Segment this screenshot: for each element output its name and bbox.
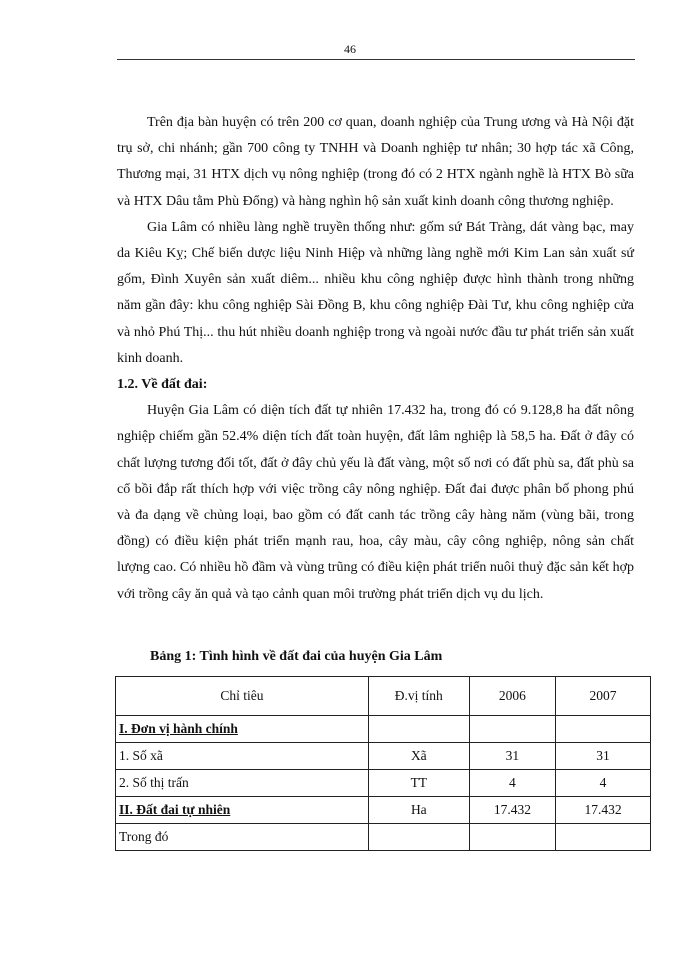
table-header-row xyxy=(116,677,651,716)
header-2007: 2007 xyxy=(556,677,651,716)
row-unit: Xã xyxy=(368,743,469,770)
row-2007 xyxy=(556,716,651,743)
page-number: 46 xyxy=(344,42,356,56)
row-unit: TT xyxy=(368,770,469,797)
header-unit: Đ.vị tính xyxy=(368,677,469,716)
row-2006 xyxy=(469,824,555,851)
table-row xyxy=(116,797,651,824)
table-row xyxy=(116,716,651,743)
row-unit xyxy=(368,824,469,851)
row-label: I. Đơn vị hành chính xyxy=(116,716,369,743)
row-label: 1. Số xã xyxy=(116,743,369,770)
row-2007 xyxy=(556,824,651,851)
row-2006: 31 xyxy=(469,743,555,770)
row-unit: Ha xyxy=(368,797,469,824)
land-table xyxy=(115,676,651,851)
table-row xyxy=(116,824,651,851)
row-2007: 31 xyxy=(556,743,651,770)
row-2007: 17.432 xyxy=(556,797,651,824)
row-label: II. Đất đai tự nhiên xyxy=(116,797,369,824)
header-indicator: Chỉ tiêu xyxy=(116,677,369,716)
section-heading-land: 1.2. Về đất đai: xyxy=(117,377,208,393)
row-2006 xyxy=(469,716,555,743)
row-2007: 4 xyxy=(556,770,651,797)
body-text xyxy=(117,110,634,608)
table-row xyxy=(116,743,651,770)
row-label: 2. Số thị trấn xyxy=(116,770,369,797)
header-rule xyxy=(117,59,635,60)
table-caption: Bảng 1: Tình hình về đất đai của huyện Gia Lâm xyxy=(150,649,443,664)
paragraph-land: Huyện Gia Lâm có diện tích đất tự nhiên 17.432 ha, trong đó có 9.128,8 ha đất nông nghiệp chiếm gần 52.4% diện tích đất toàn huyện, đất lâm nghiệp là 58,5 ha. Đất ở đây có chất lượng tương đối tốt, đất ở đây chủ yếu là đất vàng, một số nơi có đất phù sa, đất phù sa cổ bồi đắp rất thích hợp với việc trồng cây nông nghiệp. Đất đai được phân bố phong phú và đa dạng về chủng loại, bao gồm có đất canh tác trồng cây hàng năm (vùng bãi, trong đồng) có điều kiện phát triển mạnh rau, hoa, cây màu, cây công nghiệp, nông sản chất lượng cao. Có nhiều hồ đầm và vùng trũng có điều kiện phát triển nuôi thuỷ đặc sản kết hợp với trồng cây ăn quả và tạo cảnh quan môi trường phát triển dịch vụ du lịch. xyxy=(117,403,634,602)
paragraph-craft-villages: Gia Lâm có nhiều làng nghề truyền thống như: gốm sứ Bát Tràng, dát vàng bạc, may da Kiêu Kỵ; Chế biến dược liệu Ninh Hiệp và những làng nghề mới Kim Lan sản xuất sứ gốm, Đình Xuyên sản xuất diêm... nhiều khu công nghiệp được hình thành trong những năm gần đây: khu công nghiệp Sài Đồng B, khu công nghiệp Đài Tư, khu công nghiệp cửa và nhỏ Phú Thị... thu hút nhiều doanh nghiệp trong và ngoài nước đầu tư phát triển sản xuất kinh doanh. xyxy=(117,219,634,366)
row-2006: 4 xyxy=(469,770,555,797)
header-2006: 2006 xyxy=(469,677,555,716)
paragraph-organizations: Trên địa bàn huyện có trên 200 cơ quan, doanh nghiệp của Trung ương và Hà Nội đặt trụ sở, chi nhánh; gần 700 công ty TNHH và Doanh nghiệp tư nhân; 30 hợp tác xã Công, Thương mại, 31 HTX dịch vụ nông nghiệp (trong đó có 2 HTX ngành nghề là HTX Bò sữa và HTX Dâu tằm Phù Đổng) và hàng nghìn hộ sản xuất kinh doanh công thương nghiệp. xyxy=(117,115,634,209)
table-row xyxy=(116,770,651,797)
row-unit xyxy=(368,716,469,743)
row-label: Trong đó xyxy=(116,824,369,851)
row-2006: 17.432 xyxy=(469,797,555,824)
